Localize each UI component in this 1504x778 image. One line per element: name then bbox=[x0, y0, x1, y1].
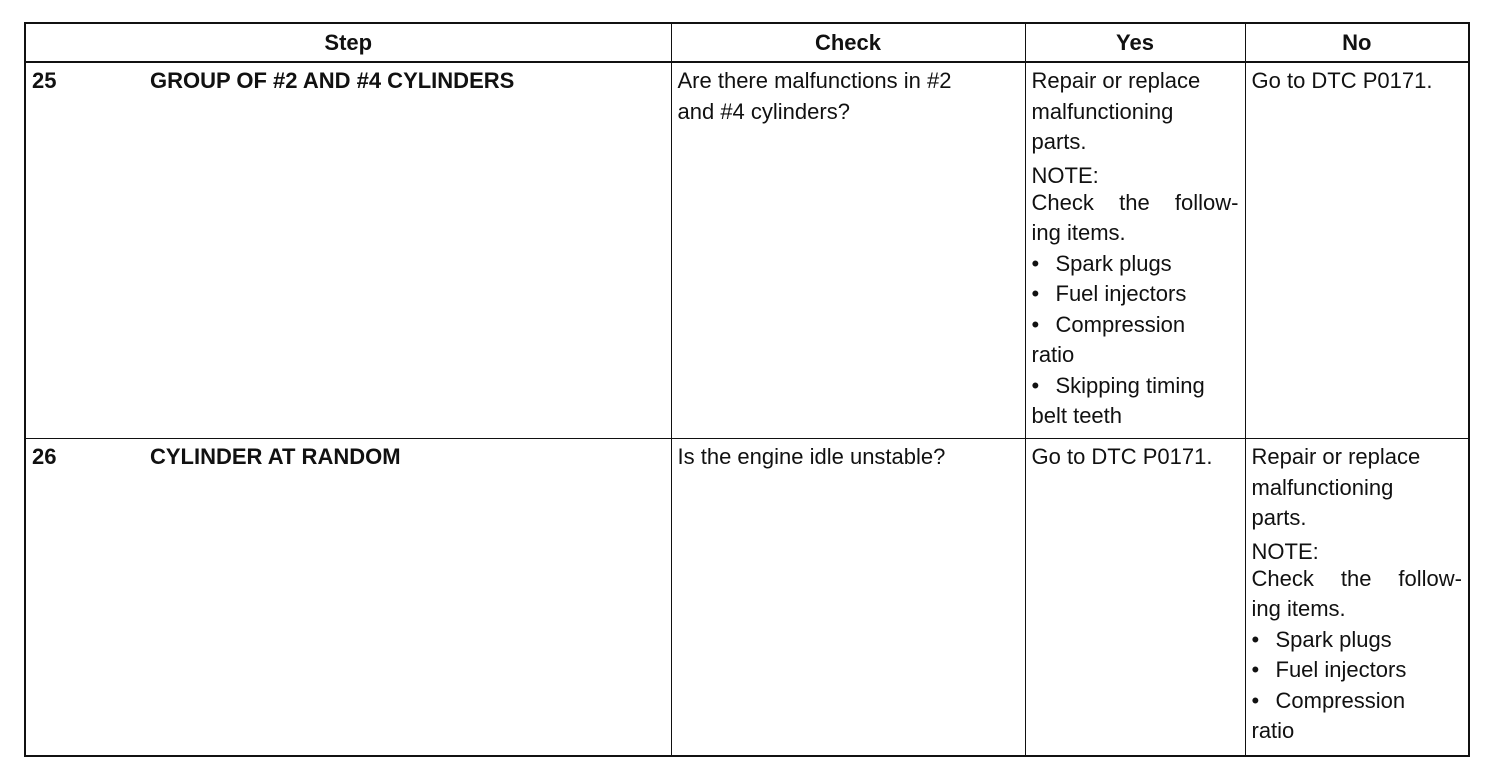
list-item bbox=[1252, 686, 1463, 717]
no-text: Go to DTC P0171. bbox=[1251, 68, 1433, 93]
no-text-line: Repair or replace bbox=[1251, 444, 1421, 469]
header-no: No bbox=[1245, 23, 1469, 62]
step-cell bbox=[25, 439, 671, 757]
bullet-text: Fuel injectors bbox=[1275, 657, 1407, 682]
bullet-text: Compression bbox=[1275, 687, 1406, 713]
check-text-line: Are there malfunctions in #2 bbox=[677, 68, 952, 93]
check-text-line: and #4 cylinders? bbox=[677, 98, 850, 124]
bullet-icon: • bbox=[1031, 281, 1040, 306]
list-item bbox=[1032, 249, 1239, 280]
yes-cell bbox=[1025, 439, 1245, 757]
header-yes: Yes bbox=[1025, 23, 1245, 62]
note-text-line: ing items. bbox=[1251, 596, 1346, 621]
table-row bbox=[25, 62, 1469, 439]
yes-text-line: malfunctioning bbox=[1031, 98, 1174, 124]
step-title: GROUP OF #2 AND #4 CYLINDERS bbox=[150, 68, 515, 93]
yes-text-line: parts. bbox=[1031, 129, 1087, 154]
bullet-icon: • bbox=[1251, 687, 1260, 713]
bullet-icon: • bbox=[1031, 311, 1040, 337]
no-cell bbox=[1245, 439, 1469, 757]
bullet-text: Fuel injectors bbox=[1055, 281, 1187, 306]
step-cell bbox=[25, 62, 671, 439]
yes-cell bbox=[1025, 62, 1245, 439]
check-cell bbox=[671, 439, 1025, 757]
bullet-text-continuation: ratio bbox=[1251, 718, 1295, 743]
list-item bbox=[1032, 310, 1239, 341]
note-text-line: ing items. bbox=[1031, 220, 1126, 245]
no-cell bbox=[1245, 62, 1469, 439]
header-step: Step bbox=[25, 23, 671, 62]
step-number: 25 bbox=[32, 68, 57, 93]
table-row bbox=[25, 439, 1469, 757]
yes-text-line: Repair or replace bbox=[1031, 68, 1201, 93]
bullet-icon: • bbox=[1031, 250, 1040, 276]
note-label: NOTE: bbox=[1031, 162, 1099, 188]
header-check: Check bbox=[671, 23, 1025, 62]
yes-text: Go to DTC P0171. bbox=[1031, 444, 1213, 469]
diagnostic-table bbox=[24, 22, 1470, 757]
list-item bbox=[1252, 625, 1463, 656]
bullet-text: Spark plugs bbox=[1055, 250, 1172, 276]
check-text: Is the engine idle unstable? bbox=[677, 444, 946, 469]
bullet-text-continuation: belt teeth bbox=[1031, 403, 1123, 428]
bullet-icon: • bbox=[1251, 626, 1260, 652]
bullet-icon: • bbox=[1251, 657, 1260, 682]
bullet-text: Spark plugs bbox=[1275, 626, 1392, 652]
step-title: CYLINDER AT RANDOM bbox=[150, 444, 401, 469]
note-text-line: Check the follow- bbox=[1031, 189, 1239, 215]
check-cell bbox=[671, 62, 1025, 439]
no-text-line: malfunctioning bbox=[1251, 474, 1394, 500]
bullet-text: Skipping timing bbox=[1055, 372, 1205, 398]
list-item bbox=[1032, 371, 1239, 402]
no-text-line: parts. bbox=[1251, 505, 1307, 530]
note-label: NOTE: bbox=[1251, 538, 1319, 564]
step-number: 26 bbox=[32, 444, 57, 469]
bullet-icon: • bbox=[1031, 372, 1040, 398]
header-row bbox=[25, 23, 1469, 62]
list-item bbox=[1252, 655, 1463, 686]
bullet-text-continuation: ratio bbox=[1031, 342, 1075, 367]
note-text-line: Check the follow- bbox=[1251, 565, 1462, 591]
list-item bbox=[1032, 279, 1239, 310]
bullet-text: Compression bbox=[1055, 311, 1186, 337]
